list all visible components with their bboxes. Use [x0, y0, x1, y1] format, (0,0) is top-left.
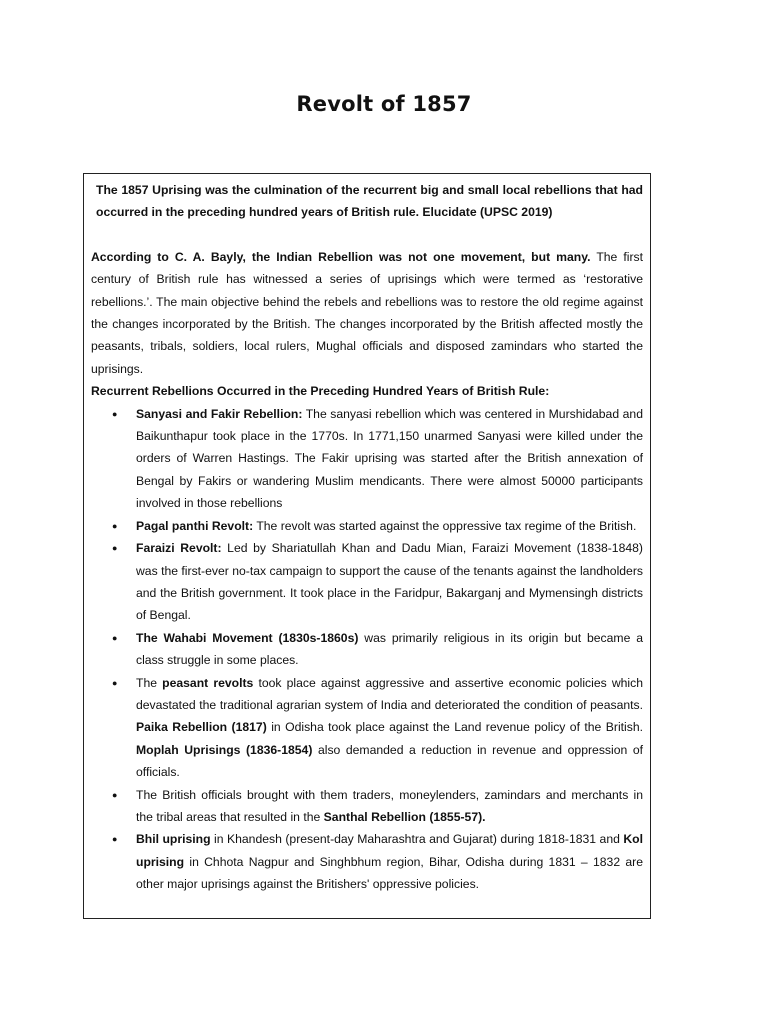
bullet-icon: ● — [112, 543, 118, 554]
item-bold: peasant revolts — [162, 675, 254, 690]
item-text: The British officials brought with them traders, moneylenders, zamindars and merchants in the tribal areas that resulted in the — [136, 787, 643, 824]
bullet-icon: ● — [112, 834, 118, 845]
list-item-bhil-kol — [91, 828, 643, 895]
item-text: Led by Shariatullah Khan and Dadu Mian, Faraizi Movement (1838-1848) was the first-ever no-tax campaign to support the cause of the tenants against the landholders and the British government. It took place in the Faridpur, Bakarganj and Mymensingh districts of Bengal. — [136, 541, 643, 623]
list-item-pagal-panthi — [91, 515, 643, 537]
section-heading: Recurrent Rebellions Occurred in the Preceding Hundred Years of British Rule: — [91, 384, 550, 399]
item-bold: The Wahabi Movement (1830s-1860s) — [136, 630, 359, 645]
item-text: also demanded a reduction in revenue and oppression of officials. — [136, 742, 643, 780]
item-text: was primarily religious in its origin but became a class struggle in some places. — [136, 630, 644, 668]
item-bold: Kol uprising — [136, 832, 643, 869]
item-text: The — [136, 675, 163, 690]
bullet-icon: ● — [112, 408, 118, 419]
bullet-icon: ● — [112, 789, 118, 800]
rebellion-list — [91, 403, 643, 896]
answer-box — [83, 173, 651, 919]
list-item-peasant-revolts — [91, 672, 643, 784]
list-item-faraizi — [91, 537, 643, 627]
item-bold: Sanyasi and Fakir Rebellion: — [136, 406, 303, 421]
item-text: in Chhota Nagpur and Singhbhum region, Bihar, Odisha during 1831 – 1832 are other major uprisings against the Britishers' oppressive policies. — [136, 854, 643, 892]
item-text: took place against aggressive and assertive economic policies which devastated the traditional agrarian system of India and deteriorated the condition of peasants. — [136, 675, 644, 712]
question-text: The 1857 Uprising was the culmination of the recurrent big and small local rebellions that had occurred in the preceding hundred years of British rule. Elucidate (UPSC 2019) — [96, 183, 643, 220]
intro-text: The first century of British rule has witnessed a series of uprisings which were termed as ‘restorative rebellions.’. The main objective behind the rebels and rebellions was to restore the old regime against the changes incorporated by the British. The changes incorporated by the British affected mostly the peasants, tribals, soldiers, local rulers, Mughal officials and disposed zamindars who started the uprisings. — [91, 249, 643, 376]
item-bold: Paika Rebellion (1817) — [136, 720, 267, 735]
item-bold: Pagal panthi Revolt: — [136, 518, 254, 533]
bullet-icon: ● — [112, 677, 118, 688]
list-item-wahabi — [91, 627, 643, 672]
bullet-icon: ● — [112, 520, 118, 531]
item-bold: Faraizi Revolt: — [136, 541, 222, 556]
item-bold: Moplah Uprisings (1836-1854) — [136, 742, 313, 757]
item-text: The sanyasi rebellion which was centered in Murshidabad and Baikunthapur took place in the 1770s. In 1771,150 unarmed Sanyasi were killed under the orders of Warren Hastings. The Fakir uprising was started after the British annexation of Bengal by Fakirs or wandering Muslim mendicants. There were almost 50000 participants involved in those rebellions — [136, 406, 643, 511]
list-item-sanyasi-fakir — [91, 403, 643, 515]
item-text: in Khandesh (present-day Maharashtra and Gujarat) during 1818-1831 and — [210, 832, 624, 847]
bullet-icon: ● — [112, 632, 118, 643]
paragraph-gap — [91, 224, 643, 246]
intro-bold: According to C. A. Bayly, the Indian Rebellion was not one movement, but many. — [91, 249, 591, 264]
item-bold: Santhal Rebellion (1855-57). — [323, 809, 486, 824]
item-text: in Odisha took place against the Land revenue policy of the British. — [266, 720, 643, 735]
list-item-santhal — [91, 784, 643, 829]
intro-paragraph — [91, 246, 643, 380]
item-bold: Bhil uprising — [136, 832, 211, 847]
item-text: The revolt was started against the oppressive tax regime of the British. — [253, 518, 637, 533]
page-title: Revolt of 1857 — [296, 92, 472, 116]
